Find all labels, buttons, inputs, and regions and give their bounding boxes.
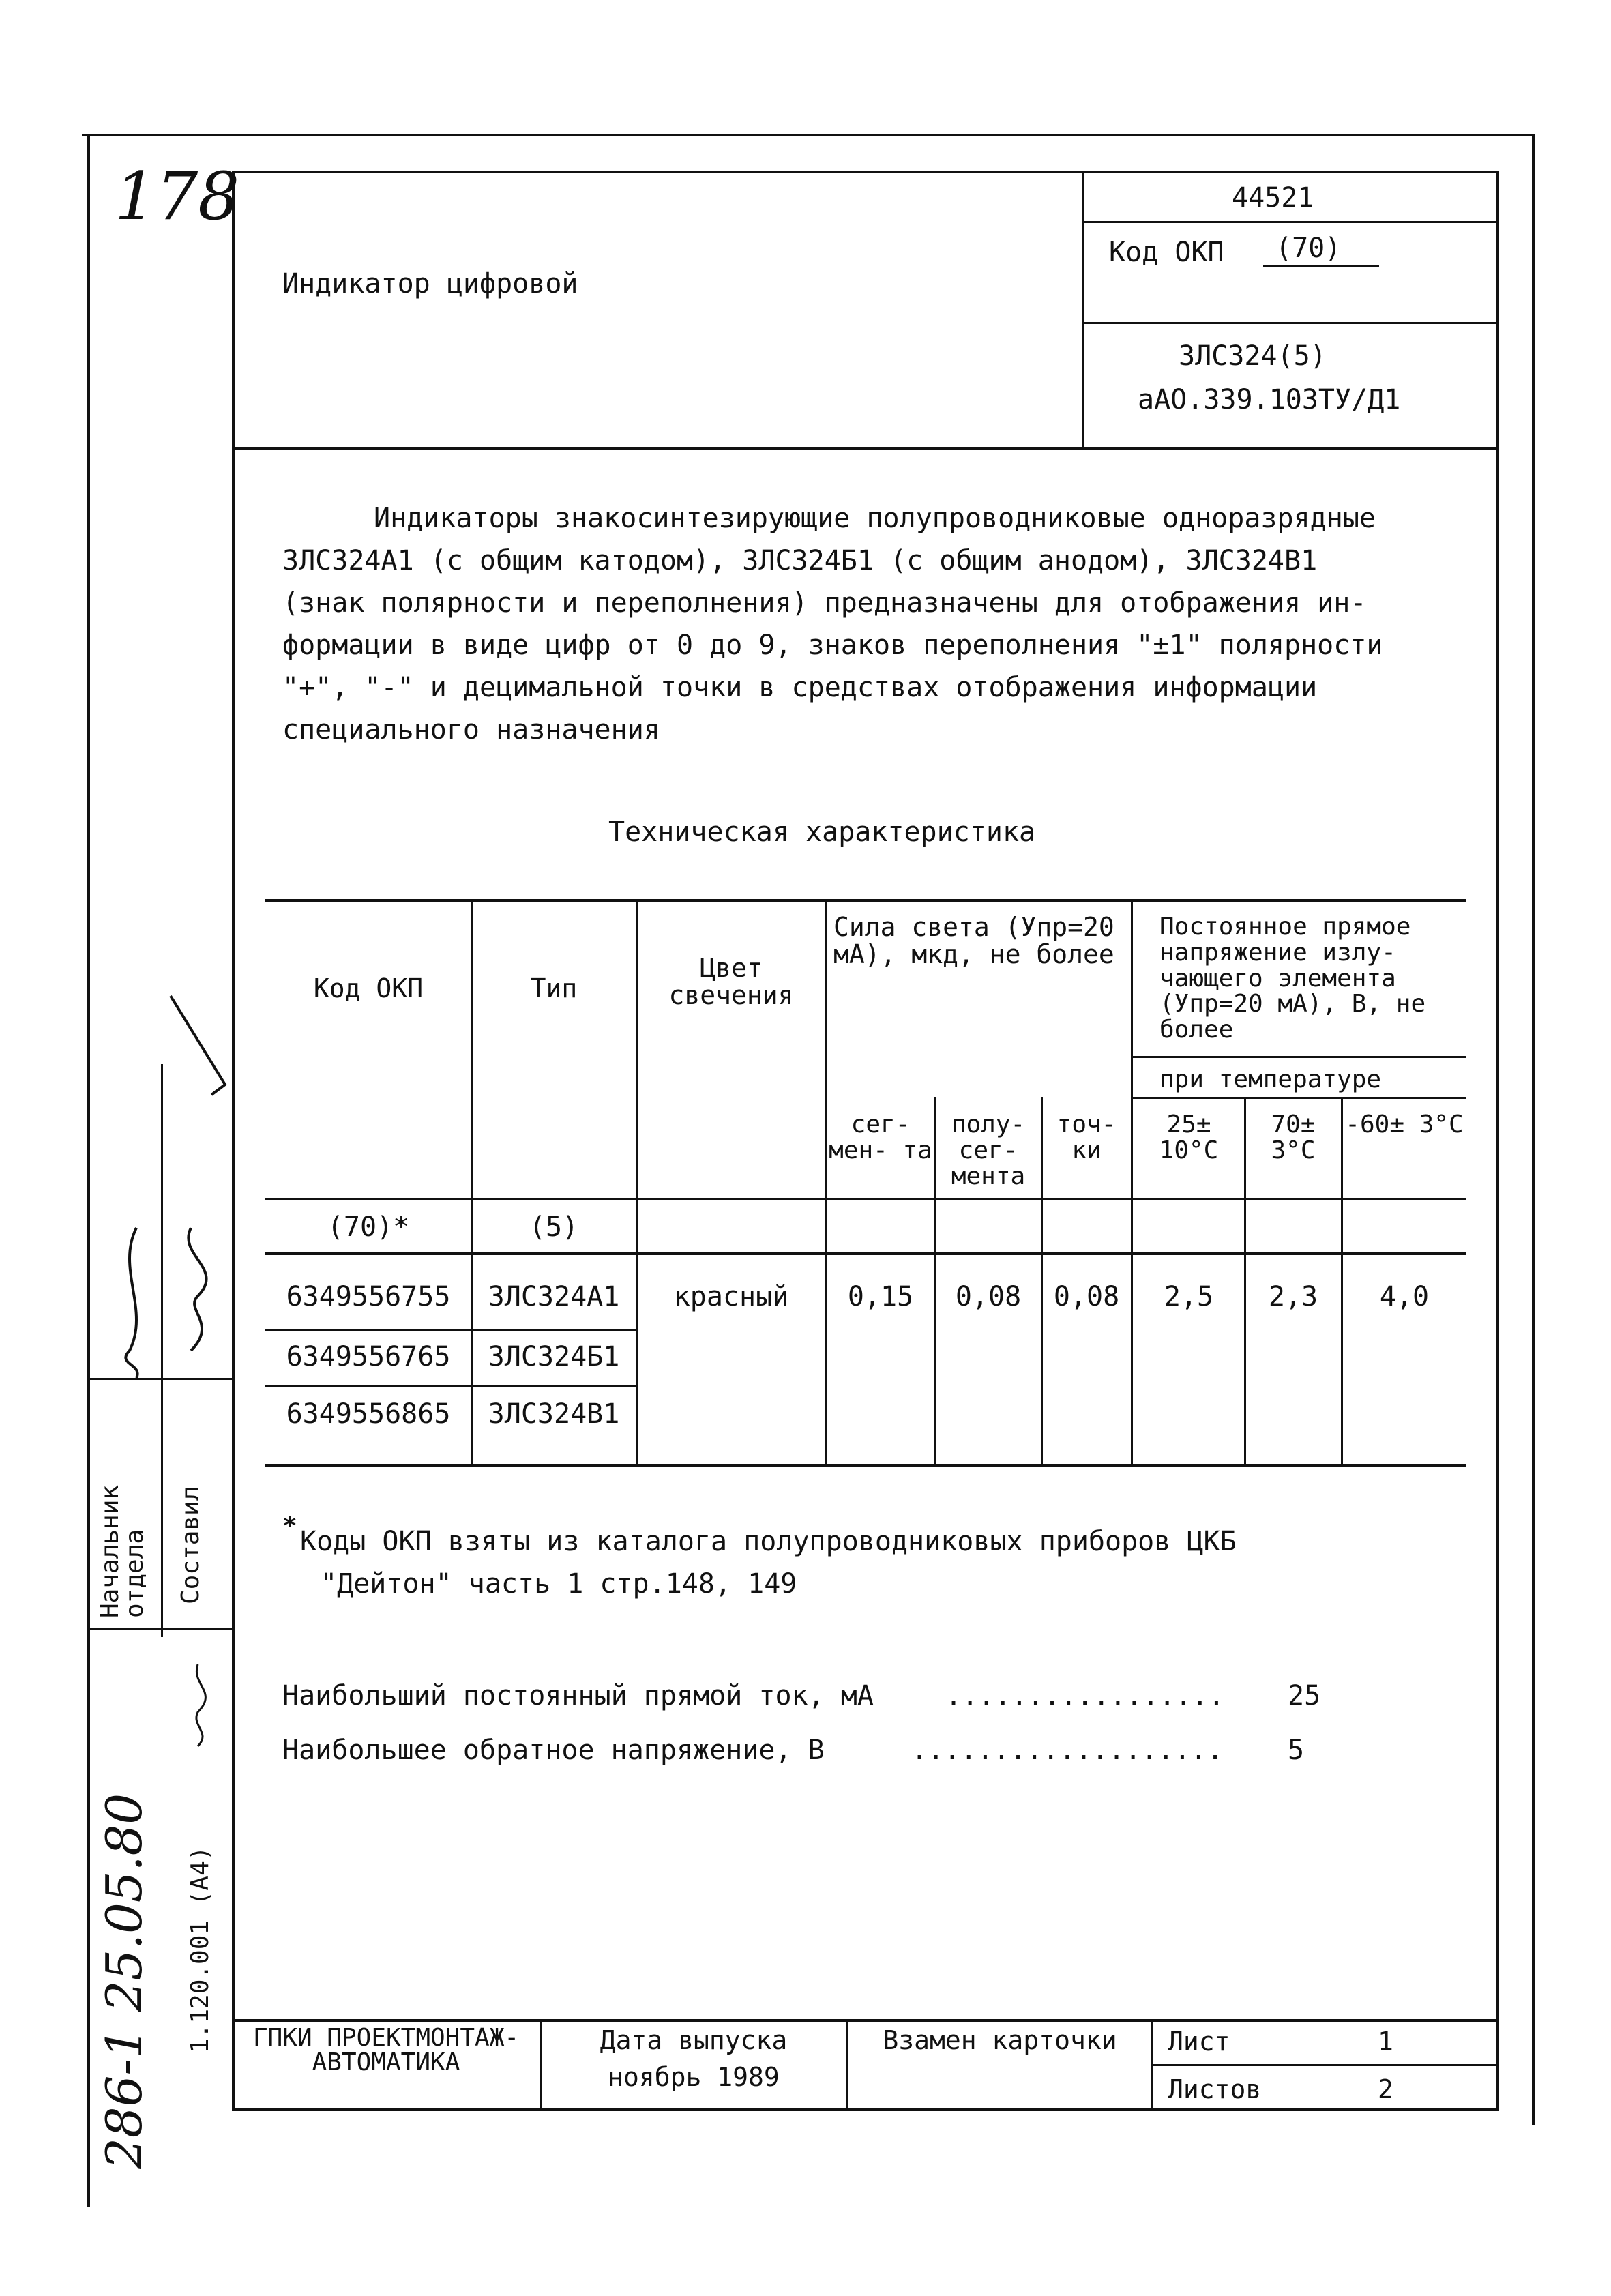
card-title: Индикатор цифровой	[282, 268, 578, 299]
table-title: Техническая характеристика	[608, 816, 1036, 848]
shared-lum-seg: 0,15	[847, 1281, 914, 1312]
header-divider	[1082, 171, 1084, 450]
footnote-line-2: "Дейтон" часть 1 стр.148, 149	[321, 1568, 797, 1600]
th-okp: Код ОКП	[313, 973, 424, 1003]
desc-line-3: (знак полярности и переполнения) предназначены для отображения ин-	[282, 587, 1367, 619]
type-code: 3ЛС324(5)	[1179, 340, 1327, 372]
signature-marks	[89, 982, 239, 1760]
shared-v1: 2,5	[1164, 1281, 1214, 1312]
okp-underline	[1263, 265, 1379, 267]
th-lum-dot: точ- ки	[1056, 1110, 1117, 1164]
side-doc-ref: 1.120.001 (А4)	[186, 1846, 214, 2053]
th-lum: Сила света (Упр=20 мА), мкд, не более	[833, 912, 1114, 969]
shared-v2: 2,3	[1268, 1281, 1318, 1312]
footer-replace-label: Взамен карточки	[883, 2025, 1117, 2055]
th-temp-60: -60± 3°С	[1345, 1110, 1464, 1138]
footer-sheets-value: 2	[1378, 2074, 1393, 2104]
frame-right-line	[1532, 134, 1535, 2125]
desc-line-6: специального назначения	[282, 714, 660, 746]
desc-line-5: "+", "-" и децимальной точки в средствах отображения информации	[282, 672, 1318, 703]
tu-number: аАО.339.103ТУ/Д1	[1138, 384, 1401, 415]
header-right-line-2	[1082, 322, 1499, 324]
side-chief-label: Начальник отдела	[96, 1484, 149, 1618]
th-volt-temp: при температуре	[1159, 1065, 1382, 1093]
shared-color: красный	[673, 1281, 789, 1312]
th-volt: Постоянное прямое напряжение излу- чающего элемента (Упр=20 мА), В, не более	[1159, 913, 1426, 1044]
side-composed-label: Составил	[177, 1486, 205, 1604]
shared-v3: 4,0	[1379, 1281, 1430, 1312]
param-1-value: 25	[1288, 1680, 1321, 1711]
header-right-line-1	[1082, 221, 1499, 223]
th-color: Цвет свечения	[668, 953, 794, 1010]
frame-top-line	[82, 134, 1535, 136]
footer-date-label: Дата выпуска	[600, 2025, 788, 2055]
desc-line-4: формации в виде цифр от 0 до 9, знаков переполнения "±1" полярности	[282, 630, 1383, 661]
row2-okp: 6349556765	[286, 1341, 451, 1372]
th-temp-25: 25± 10°С	[1159, 1110, 1219, 1164]
footer-sheet-value: 1	[1378, 2027, 1393, 2057]
th-type: Тип	[530, 973, 578, 1003]
shared-lum-half: 0,08	[955, 1281, 1022, 1312]
side-handwritten-note: 286-1 25.05.80	[95, 1793, 153, 2169]
row1-okp: 6349556755	[286, 1281, 451, 1312]
footnote-line-1: Коды ОКП взяты из каталога полупроводниковых приборов ЦКБ	[300, 1526, 1237, 1557]
footer-sheet-label: Лист	[1168, 2027, 1230, 2057]
footer-sheets-label: Листов	[1168, 2074, 1262, 2104]
desc-line-1: Индикаторы знакосинтезирующие полупроводниковые одноразрядные	[374, 503, 1376, 534]
footnote-star: *	[282, 1512, 297, 1540]
header-bottom-line	[232, 447, 1499, 450]
desc-line-2: 3ЛС324А1 (с общим катодом), 3ЛС324Б1 (с общим анодом), 3ЛС324В1	[282, 545, 1318, 576]
th-lum-seg: сег- мен- та	[829, 1110, 932, 1164]
okp-code: (70)	[1275, 233, 1342, 264]
row3-okp: 6349556865	[286, 1398, 451, 1430]
corner-number: 178	[115, 158, 240, 235]
th-lum-half: полу- сег- мента	[951, 1110, 1026, 1190]
shared-lum-dot: 0,08	[1053, 1281, 1120, 1312]
doc-number: 44521	[1232, 182, 1314, 214]
param-1-label: Наибольший постоянный прямой ток, мА	[282, 1680, 874, 1711]
code-row-okp: (70)*	[327, 1211, 410, 1243]
okp-label: Код ОКП	[1109, 237, 1224, 268]
param-2-label: Наибольшее обратное напряжение, В	[282, 1735, 825, 1766]
footer-org: ГПКИ ПРОЕКТМОНТАЖ- АВТОМАТИКА	[252, 2024, 520, 2076]
param-2-value: 5	[1288, 1735, 1305, 1766]
footer-date-value: ноябрь 1989	[608, 2062, 780, 2092]
code-row-type: (5)	[529, 1211, 579, 1243]
param-1-dots: .................	[945, 1680, 1225, 1711]
param-2-dots: ...................	[911, 1735, 1224, 1766]
row1-type: 3ЛС324А1	[488, 1281, 620, 1312]
th-temp-70: 70± 3°С	[1271, 1110, 1316, 1164]
row2-type: 3ЛС324Б1	[488, 1341, 620, 1372]
row3-type: 3ЛС324В1	[488, 1398, 620, 1430]
